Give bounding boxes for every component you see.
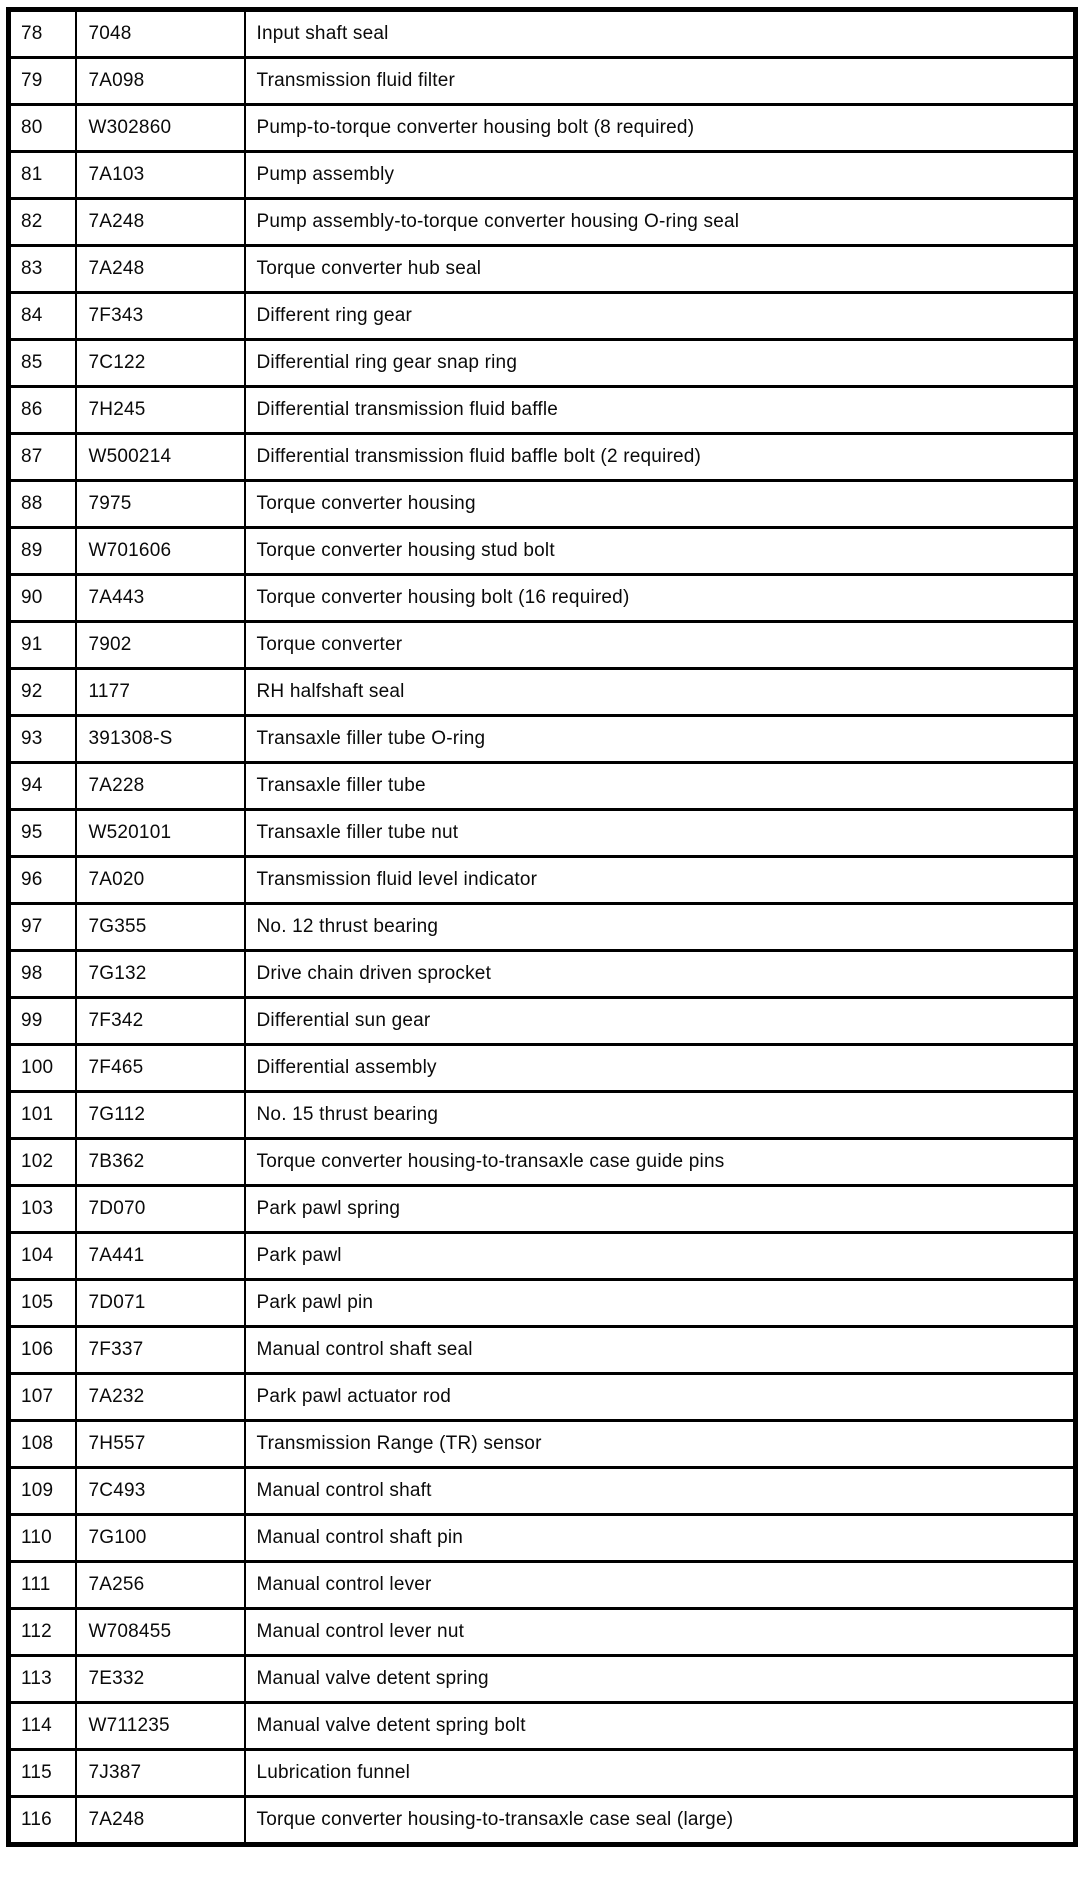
- part-number-cell: 7H245: [76, 387, 245, 434]
- table-row: [9, 387, 1076, 434]
- table-row: [9, 1327, 1076, 1374]
- part-number-cell: 7G112: [76, 1092, 245, 1139]
- description-cell: Torque converter housing-to-transaxle case guide pins: [245, 1139, 1076, 1186]
- description-cell: Different ring gear: [245, 293, 1076, 340]
- part-number-cell: 7H557: [76, 1421, 245, 1468]
- table-row: [9, 1703, 1076, 1750]
- item-number-cell: 106: [9, 1327, 76, 1374]
- item-number-cell: 102: [9, 1139, 76, 1186]
- item-number-cell: 112: [9, 1609, 76, 1656]
- description-cell: Torque converter housing stud bolt: [245, 528, 1076, 575]
- item-number-cell: 114: [9, 1703, 76, 1750]
- table-row: [9, 763, 1076, 810]
- description-cell: Input shaft seal: [245, 10, 1076, 58]
- item-number-cell: 113: [9, 1656, 76, 1703]
- description-cell: RH halfshaft seal: [245, 669, 1076, 716]
- table-row: [9, 1045, 1076, 1092]
- item-number-cell: 80: [9, 105, 76, 152]
- table-row: [9, 1139, 1076, 1186]
- part-number-cell: 7A103: [76, 152, 245, 199]
- table-row: [9, 1515, 1076, 1562]
- description-cell: Transmission fluid filter: [245, 58, 1076, 105]
- table-row: [9, 1609, 1076, 1656]
- part-number-cell: 7A443: [76, 575, 245, 622]
- item-number-cell: 111: [9, 1562, 76, 1609]
- item-number-cell: 90: [9, 575, 76, 622]
- item-number-cell: 105: [9, 1280, 76, 1327]
- description-cell: Differential transmission fluid baffle bolt (2 required): [245, 434, 1076, 481]
- table-row: [9, 1421, 1076, 1468]
- description-cell: Manual control lever nut: [245, 1609, 1076, 1656]
- part-number-cell: 7D070: [76, 1186, 245, 1233]
- part-number-cell: 7A248: [76, 199, 245, 246]
- item-number-cell: 99: [9, 998, 76, 1045]
- description-cell: Manual control shaft seal: [245, 1327, 1076, 1374]
- table-row: [9, 1186, 1076, 1233]
- description-cell: Transaxle filler tube: [245, 763, 1076, 810]
- part-number-cell: 7F343: [76, 293, 245, 340]
- table-row: [9, 716, 1076, 763]
- table-row: [9, 340, 1076, 387]
- description-cell: Torque converter hub seal: [245, 246, 1076, 293]
- description-cell: Drive chain driven sprocket: [245, 951, 1076, 998]
- description-cell: Differential sun gear: [245, 998, 1076, 1045]
- description-cell: Manual control shaft: [245, 1468, 1076, 1515]
- item-number-cell: 79: [9, 58, 76, 105]
- description-cell: Transmission Range (TR) sensor: [245, 1421, 1076, 1468]
- part-number-cell: 7C122: [76, 340, 245, 387]
- part-number-cell: 7B362: [76, 1139, 245, 1186]
- description-cell: Manual control shaft pin: [245, 1515, 1076, 1562]
- part-number-cell: 391308-S: [76, 716, 245, 763]
- part-number-cell: 7048: [76, 10, 245, 58]
- part-number-cell: 7A248: [76, 246, 245, 293]
- part-number-cell: 7E332: [76, 1656, 245, 1703]
- item-number-cell: 78: [9, 10, 76, 58]
- description-cell: Park pawl pin: [245, 1280, 1076, 1327]
- item-number-cell: 116: [9, 1797, 76, 1845]
- item-number-cell: 95: [9, 810, 76, 857]
- table-row: [9, 1233, 1076, 1280]
- table-row: [9, 1656, 1076, 1703]
- table-row: [9, 434, 1076, 481]
- table-row: [9, 951, 1076, 998]
- item-number-cell: 100: [9, 1045, 76, 1092]
- item-number-cell: 97: [9, 904, 76, 951]
- table-row: [9, 58, 1076, 105]
- item-number-cell: 94: [9, 763, 76, 810]
- table-row: [9, 669, 1076, 716]
- part-number-cell: 7F342: [76, 998, 245, 1045]
- part-number-cell: 7A441: [76, 1233, 245, 1280]
- table-row: [9, 904, 1076, 951]
- part-number-cell: 7G100: [76, 1515, 245, 1562]
- description-cell: Park pawl actuator rod: [245, 1374, 1076, 1421]
- description-cell: Torque converter housing-to-transaxle case seal (large): [245, 1797, 1076, 1845]
- item-number-cell: 91: [9, 622, 76, 669]
- parts-list-table: [6, 7, 1078, 1847]
- item-number-cell: 96: [9, 857, 76, 904]
- item-number-cell: 104: [9, 1233, 76, 1280]
- part-number-cell: W520101: [76, 810, 245, 857]
- description-cell: Manual valve detent spring: [245, 1656, 1076, 1703]
- item-number-cell: 83: [9, 246, 76, 293]
- part-number-cell: 7975: [76, 481, 245, 528]
- table-row: [9, 810, 1076, 857]
- table-row: [9, 528, 1076, 575]
- part-number-cell: W302860: [76, 105, 245, 152]
- description-cell: Park pawl: [245, 1233, 1076, 1280]
- part-number-cell: 7F337: [76, 1327, 245, 1374]
- table-row: [9, 481, 1076, 528]
- part-number-cell: 7902: [76, 622, 245, 669]
- table-row: [9, 1797, 1076, 1845]
- table-row: [9, 105, 1076, 152]
- item-number-cell: 98: [9, 951, 76, 998]
- part-number-cell: 7G355: [76, 904, 245, 951]
- description-cell: Pump assembly-to-torque converter housing O-ring seal: [245, 199, 1076, 246]
- item-number-cell: 103: [9, 1186, 76, 1233]
- description-cell: Differential transmission fluid baffle: [245, 387, 1076, 434]
- part-number-cell: W708455: [76, 1609, 245, 1656]
- item-number-cell: 108: [9, 1421, 76, 1468]
- description-cell: No. 12 thrust bearing: [245, 904, 1076, 951]
- item-number-cell: 101: [9, 1092, 76, 1139]
- description-cell: Transmission fluid level indicator: [245, 857, 1076, 904]
- description-cell: Manual valve detent spring bolt: [245, 1703, 1076, 1750]
- item-number-cell: 84: [9, 293, 76, 340]
- description-cell: Pump assembly: [245, 152, 1076, 199]
- part-number-cell: 7C493: [76, 1468, 245, 1515]
- item-number-cell: 93: [9, 716, 76, 763]
- table-row: [9, 10, 1076, 58]
- table-row: [9, 199, 1076, 246]
- item-number-cell: 87: [9, 434, 76, 481]
- table-row: [9, 152, 1076, 199]
- item-number-cell: 92: [9, 669, 76, 716]
- description-cell: Park pawl spring: [245, 1186, 1076, 1233]
- table-row: [9, 1092, 1076, 1139]
- description-cell: Lubrication funnel: [245, 1750, 1076, 1797]
- item-number-cell: 110: [9, 1515, 76, 1562]
- item-number-cell: 81: [9, 152, 76, 199]
- item-number-cell: 89: [9, 528, 76, 575]
- item-number-cell: 85: [9, 340, 76, 387]
- table-row: [9, 1468, 1076, 1515]
- table-row: [9, 998, 1076, 1045]
- part-number-cell: 7A020: [76, 857, 245, 904]
- description-cell: Differential ring gear snap ring: [245, 340, 1076, 387]
- table-row: [9, 293, 1076, 340]
- description-cell: Torque converter housing: [245, 481, 1076, 528]
- part-number-cell: 7A098: [76, 58, 245, 105]
- part-number-cell: 7A228: [76, 763, 245, 810]
- description-cell: Pump-to-torque converter housing bolt (8 required): [245, 105, 1076, 152]
- description-cell: Manual control lever: [245, 1562, 1076, 1609]
- item-number-cell: 82: [9, 199, 76, 246]
- description-cell: Transaxle filler tube O-ring: [245, 716, 1076, 763]
- table-row: [9, 1562, 1076, 1609]
- part-number-cell: W500214: [76, 434, 245, 481]
- part-number-cell: 7D071: [76, 1280, 245, 1327]
- description-cell: Torque converter housing bolt (16 required): [245, 575, 1076, 622]
- part-number-cell: 7J387: [76, 1750, 245, 1797]
- table-row: [9, 1750, 1076, 1797]
- part-number-cell: 7G132: [76, 951, 245, 998]
- table-row: [9, 857, 1076, 904]
- table-row: [9, 246, 1076, 293]
- table-row: [9, 1280, 1076, 1327]
- parts-table-body: [9, 10, 1076, 1845]
- table-row: [9, 622, 1076, 669]
- item-number-cell: 107: [9, 1374, 76, 1421]
- description-cell: Transaxle filler tube nut: [245, 810, 1076, 857]
- part-number-cell: 7A256: [76, 1562, 245, 1609]
- part-number-cell: W701606: [76, 528, 245, 575]
- item-number-cell: 109: [9, 1468, 76, 1515]
- table-row: [9, 1374, 1076, 1421]
- description-cell: Torque converter: [245, 622, 1076, 669]
- description-cell: Differential assembly: [245, 1045, 1076, 1092]
- part-number-cell: 1177: [76, 669, 245, 716]
- part-number-cell: 7A232: [76, 1374, 245, 1421]
- item-number-cell: 115: [9, 1750, 76, 1797]
- part-number-cell: 7F465: [76, 1045, 245, 1092]
- description-cell: No. 15 thrust bearing: [245, 1092, 1076, 1139]
- item-number-cell: 86: [9, 387, 76, 434]
- item-number-cell: 88: [9, 481, 76, 528]
- table-row: [9, 575, 1076, 622]
- part-number-cell: 7A248: [76, 1797, 245, 1845]
- part-number-cell: W711235: [76, 1703, 245, 1750]
